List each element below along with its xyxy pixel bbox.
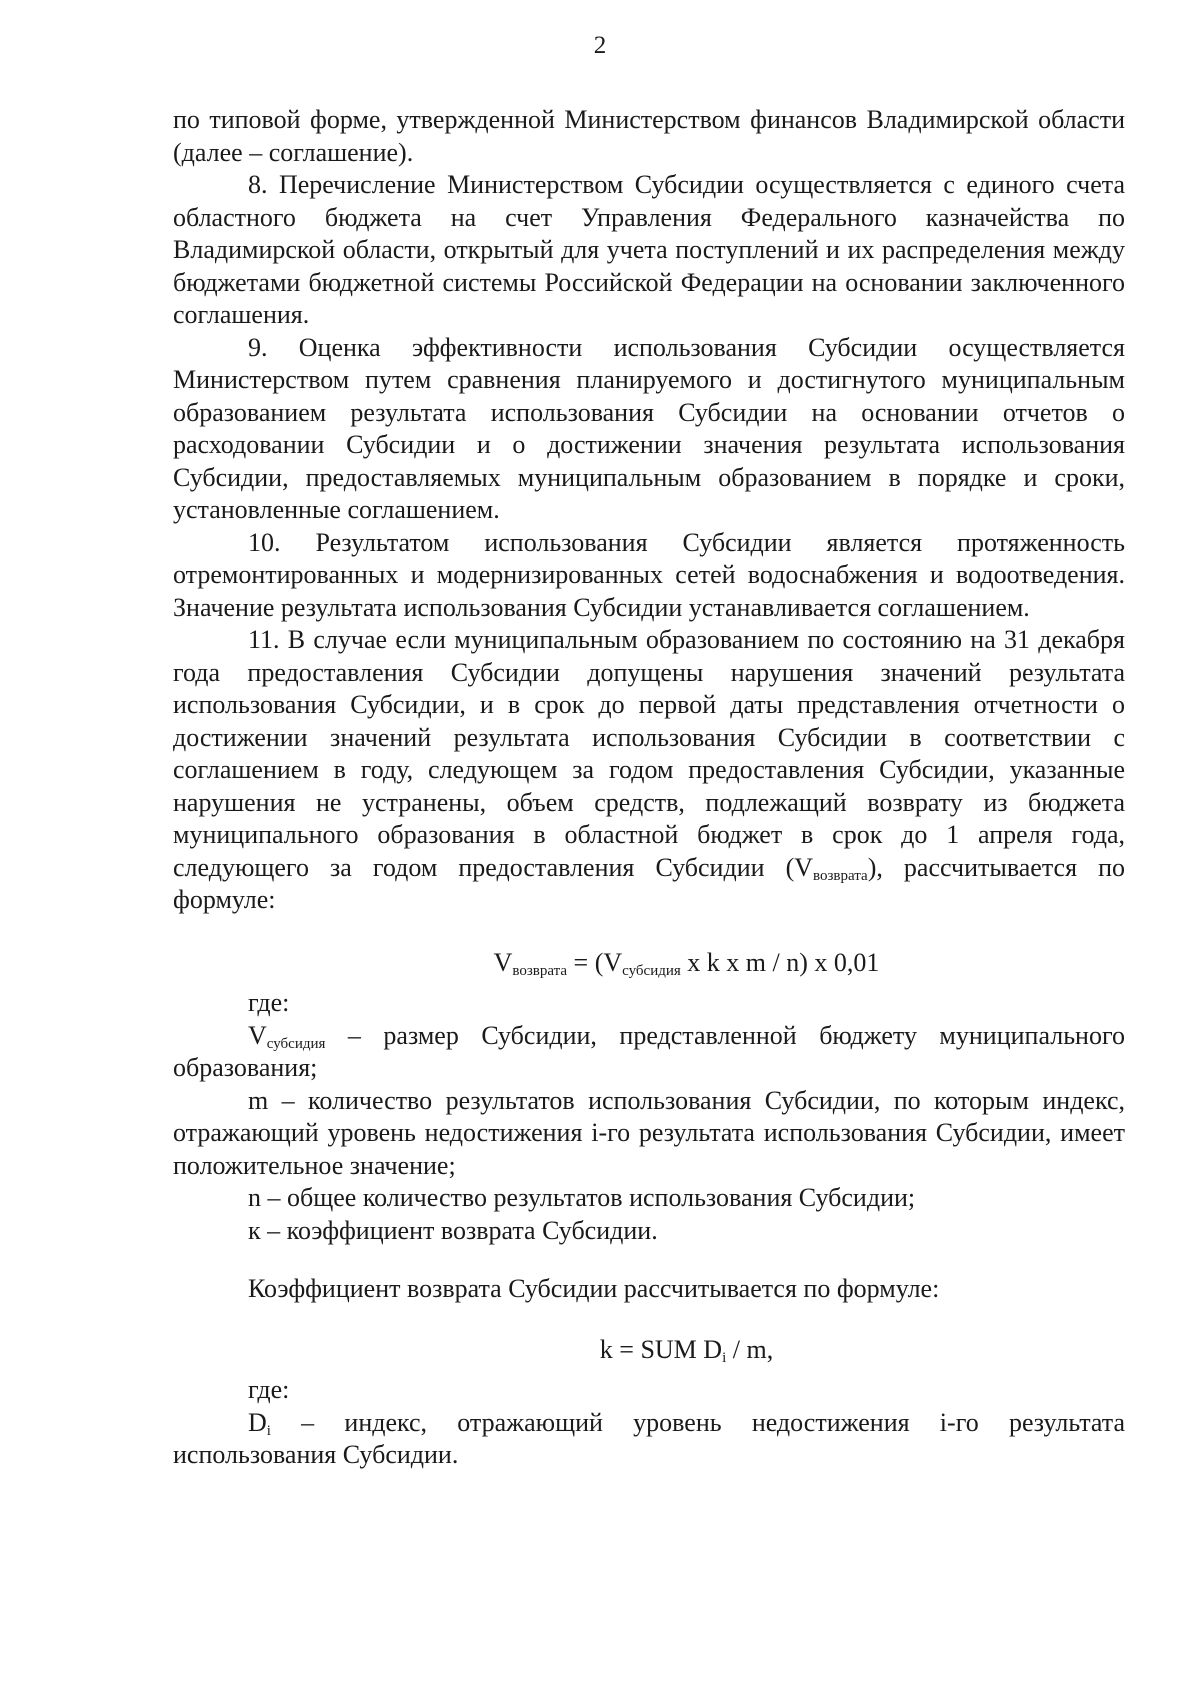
where-label-1: где:	[248, 988, 290, 1017]
paragraph-11-subscript: возврата	[813, 867, 868, 884]
formula1-lhs-sub: возврата	[512, 962, 568, 979]
page-number: 2	[593, 32, 607, 59]
paragraph-11	[173, 624, 1125, 917]
formula2-sub: i	[722, 1349, 727, 1366]
formula1-inner-sub: субсидия	[622, 962, 681, 979]
definition-di-var: D	[248, 1407, 267, 1437]
paragraph-11-main: 11. В случае если муниципальным образованием по состоянию на 31 декабря года предоставления Субсидии допущены нарушения значений результата использования Субсидии, и в срок до первой даты представления отчетности о достижении значений результата использования Субсидии в соответствии с соглашением в году, следующем за годом предоставления Субсидии, указанные нарушения не устранены, объем средств, подлежащий возврату из бюджета муниципального образования в областной бюджет в срок до 1 апреля года, следующего за годом предоставления Субсидии (V	[173, 625, 1125, 882]
definition-v-var: V	[248, 1020, 267, 1050]
definition-m: m – количество результатов использования Субсидии, по которым индекс, отражающий уровень недостижения i-го результата использования Субсидии, имеет положительное значение;	[173, 1085, 1125, 1180]
definition-di-text: – индекс, отражающий уровень недостижения i-го результата использования Субсидии.	[173, 1407, 1125, 1469]
definition-n: n – общее количество результатов использования Субсидии;	[248, 1183, 916, 1212]
definition-v-text: – размер Субсидии, представленной бюджету муниципального образования;	[173, 1020, 1125, 1082]
formula2-lhs: k = SUM D	[599, 1334, 723, 1364]
definition-v-sub: субсидия	[266, 1035, 326, 1052]
where-label-2: где:	[248, 1375, 290, 1404]
spacer	[173, 1247, 1125, 1273]
paragraph-11-tail: ), рассчитывается по формуле:	[173, 852, 1125, 914]
definition-v-subsidy	[173, 1020, 1125, 1085]
formula1-eq-open: = (V	[567, 947, 623, 977]
paragraph-intro: по типовой форме, утвержденной Министерством финансов Владимирской области (далее – соглашение).	[173, 105, 1125, 167]
formula-coefficient	[173, 1334, 1125, 1367]
coefficient-intro: Коэффициент возврата Субсидии рассчитывается по формуле:	[248, 1274, 940, 1303]
document-body	[173, 104, 1125, 1472]
definition-di	[173, 1407, 1125, 1472]
formula-return-volume	[173, 947, 1125, 980]
definition-k: к – коэффициент возврата Субсидии.	[248, 1215, 658, 1245]
formula1-rest: x k x m / n) x 0,01	[680, 947, 880, 977]
definition-di-sub: i	[266, 1422, 271, 1439]
paragraph-8: 8. Перечисление Министерством Субсидии осуществляется с единого счета областного бюджета на счет Управления Федерального казначейства по Владимирской области, открытый для учета поступлений и их распределения между бюджетами бюджетной системы Российской Федерации на основании заключенного соглашения.	[173, 170, 1125, 329]
formula1-lhs-var: V	[493, 947, 513, 977]
paragraph-10: 10. Результатом использования Субсидии является протяженность отремонтированных и модернизированных сетей водоснабжения и водоотведения. Значение результата использования Субсидии устанавливается соглашением.	[173, 527, 1125, 622]
paragraph-9: 9. Оценка эффективности использования Субсидии осуществляется Министерством путем сравнения планируемого и достигнутого муниципальным образованием результата использования Субсидии на основании отчетов о расходовании Субсидии и о достижении значения результата использования Субсидии, предоставляемых муниципальным образованием в порядке и сроки, установленные соглашением.	[173, 332, 1125, 524]
formula2-rest: / m,	[726, 1334, 774, 1364]
